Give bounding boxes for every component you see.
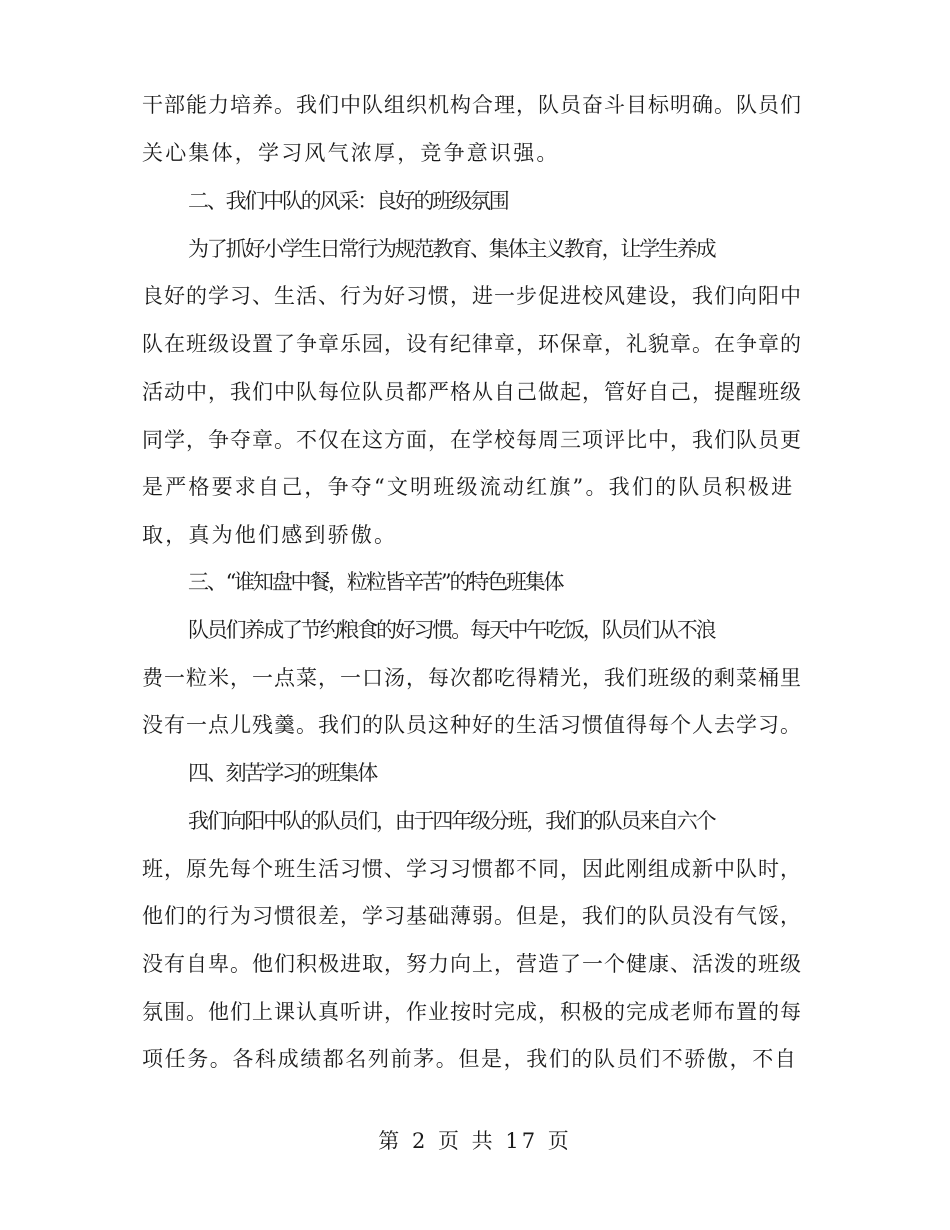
text-line: 班，原先每个班生活习惯、学习习惯都不同，因此刚组成新中队时， (142, 857, 802, 881)
text-line: 为了抓好小学生日常行为规范教育、集体主义教育，让学生养成 (188, 237, 715, 261)
page-number-footer: 第 2 页 共 17 页 (378, 1129, 572, 1153)
text-line: 干部能力培养。我们中队组织机构合理，队员奋斗目标明确。队员们 (142, 93, 802, 117)
section-heading: 三、“谁知盘中餐，粒粒皆辛苦”的特色班集体 (188, 570, 563, 594)
section-heading: 二、我们中队的风采：良好的班级氛围 (188, 189, 508, 213)
text-line: 队在班级设置了争章乐园，设有纪律章，环保章，礼貌章。在争章的 (142, 332, 802, 356)
section-heading: 四、刻苦学习的班集体 (188, 761, 376, 785)
text-line: 同学，争夺章。不仅在这方面，在学校每周三项评比中，我们队员更 (142, 428, 802, 452)
text-line: 费一粒米，一点菜，一口汤，每次都吃得精光，我们班级的剩菜桶里 (142, 666, 802, 690)
text-line: 没有一点儿残羹。我们的队员这种好的生活习惯值得每个人去学习。 (142, 713, 802, 737)
text-line: 没有自卑。他们积极进取，努力向上，营造了一个健康、活泼的班级 (142, 952, 802, 976)
text-line: 氛围。他们上课认真听讲，作业按时完成，积极的完成老师布置的每 (142, 1000, 802, 1024)
text-line: 他们的行为习惯很差，学习基础薄弱。但是，我们的队员没有气馁， (142, 904, 802, 928)
text-line: 良好的学习、生活、行为好习惯，进一步促进校风建设，我们向阳中 (142, 284, 802, 308)
text-line: 取，真为他们感到骄傲。 (142, 523, 398, 547)
text-line: 活动中，我们中队每位队员都严格从自己做起，管好自己，提醒班级 (142, 380, 802, 404)
text-line: 队员们养成了节约粮食的好习惯。每天中午吃饭，队员们从不浪 (188, 618, 715, 642)
text-line: 关心集体，学习风气浓厚，竞争意识强。 (142, 141, 560, 165)
text-line: 我们向阳中队的队员们，由于四年级分班，我们的队员来自六个 (188, 809, 715, 833)
text-line: 项任务。各科成绩都名列前茅。但是，我们的队员们不骄傲，不自 (142, 1047, 798, 1071)
text-line: 是严格要求自己，争夺“文明班级流动红旗”。我们的队员积极进 (142, 475, 795, 499)
